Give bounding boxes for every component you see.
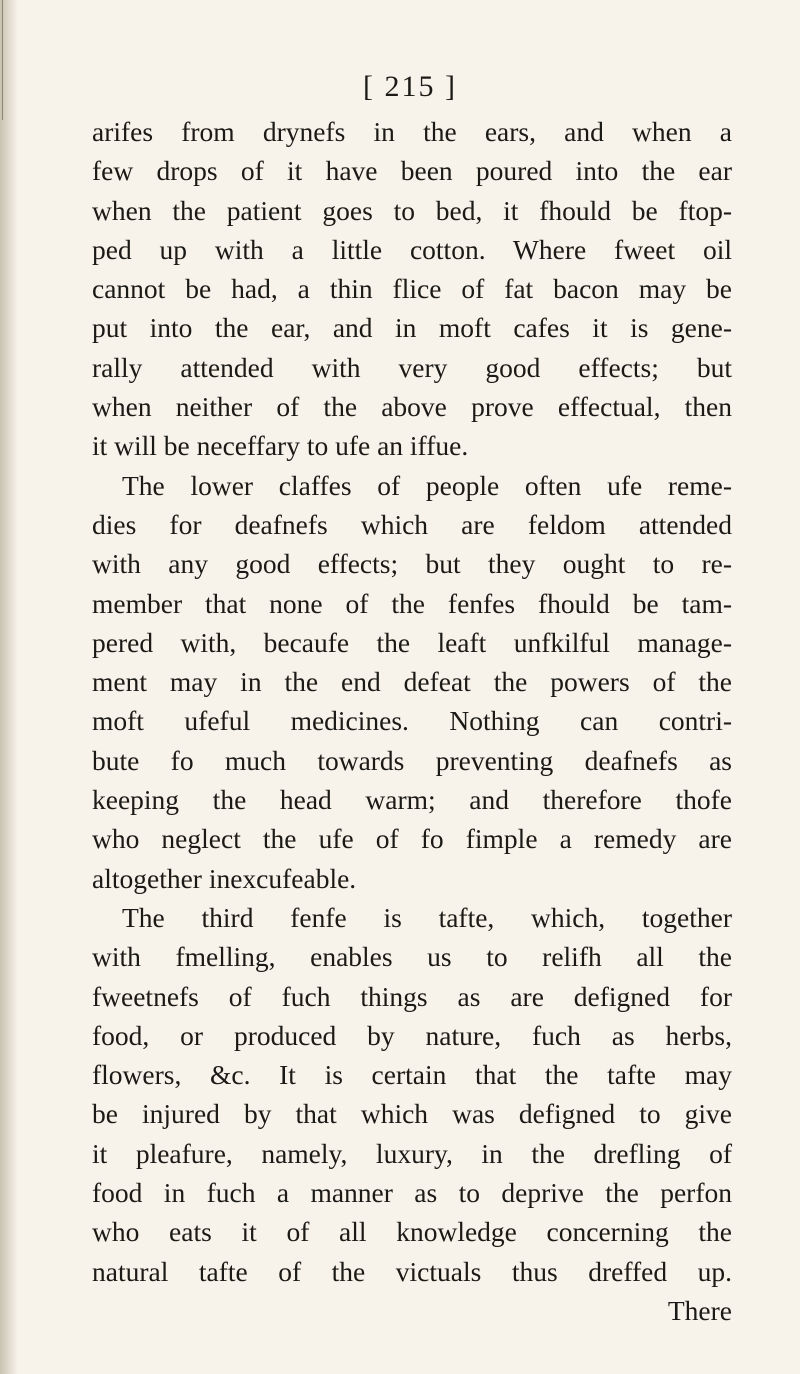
text-line: cannot be had, a thin flice of fat bacon may be bbox=[92, 273, 732, 305]
text-line: food, or produced by nature, fuch as herbs, bbox=[92, 1019, 732, 1051]
body-text bbox=[92, 112, 732, 1330]
text-line: rally attended with very good effects; but bbox=[92, 351, 732, 383]
text-line: natural tafte of the victuals thus dreffed up. bbox=[92, 1255, 732, 1287]
text-line: member that none of the fenfes fhould be tam- bbox=[92, 587, 732, 619]
text-line: moft ufeful medicines. Nothing can contri- bbox=[92, 705, 732, 737]
text-line: who neglect the ufe of fo fimple a remedy are bbox=[92, 823, 732, 855]
text-line: who eats it of all knowledge concerning the bbox=[92, 1216, 732, 1248]
text-line: ped up with a little cotton. Where fweet oil bbox=[92, 233, 732, 265]
text-line: few drops of it have been poured into the ear bbox=[92, 155, 732, 187]
text-line: food in fuch a manner as to deprive the perfon bbox=[92, 1177, 732, 1209]
text-line: when the patient goes to bed, it fhould be ftop- bbox=[92, 194, 732, 226]
text-line: when neither of the above prove effectual, then bbox=[92, 391, 732, 423]
text-line: bute fo much towards preventing deafnefs as bbox=[92, 744, 732, 776]
page-number: [ 215 ] bbox=[363, 70, 457, 103]
text-line: keeping the head warm; and therefore thofe bbox=[92, 784, 732, 816]
text-line: with fmelling, enables us to relifh all the bbox=[92, 941, 732, 973]
text-line: altogether inexcufeable. bbox=[92, 862, 357, 894]
text-line: it will be neceffary to ufe an iffue. bbox=[92, 430, 469, 462]
text-line: be injured by that which was defigned to give bbox=[92, 1098, 732, 1130]
text-line: ment may in the end defeat the powers of the bbox=[92, 666, 732, 698]
catchword: There bbox=[667, 1294, 732, 1326]
text-line: with any good effects; but they ought to re- bbox=[92, 548, 732, 580]
text-line: The third fenfe is tafte, which, together bbox=[122, 901, 732, 933]
text-line: dies for deafnefs which are feldom attended bbox=[92, 508, 732, 540]
page-edge-shadow bbox=[0, 0, 18, 1374]
text-line: The lower claffes of people often ufe reme- bbox=[122, 469, 732, 501]
text-line: pered with, becaufe the leaft unfkilful manage- bbox=[92, 626, 732, 658]
text-line: put into the ear, and in moft cafes it is gene- bbox=[92, 312, 732, 344]
text-line: fweetnefs of fuch things as are defigned for bbox=[92, 980, 732, 1012]
text-line: it pleafure, namely, luxury, in the drefling of bbox=[92, 1137, 732, 1169]
text-line: flowers, &c. It is certain that the tafte may bbox=[92, 1059, 732, 1091]
text-line: arifes from drynefs in the ears, and when a bbox=[92, 116, 732, 147]
